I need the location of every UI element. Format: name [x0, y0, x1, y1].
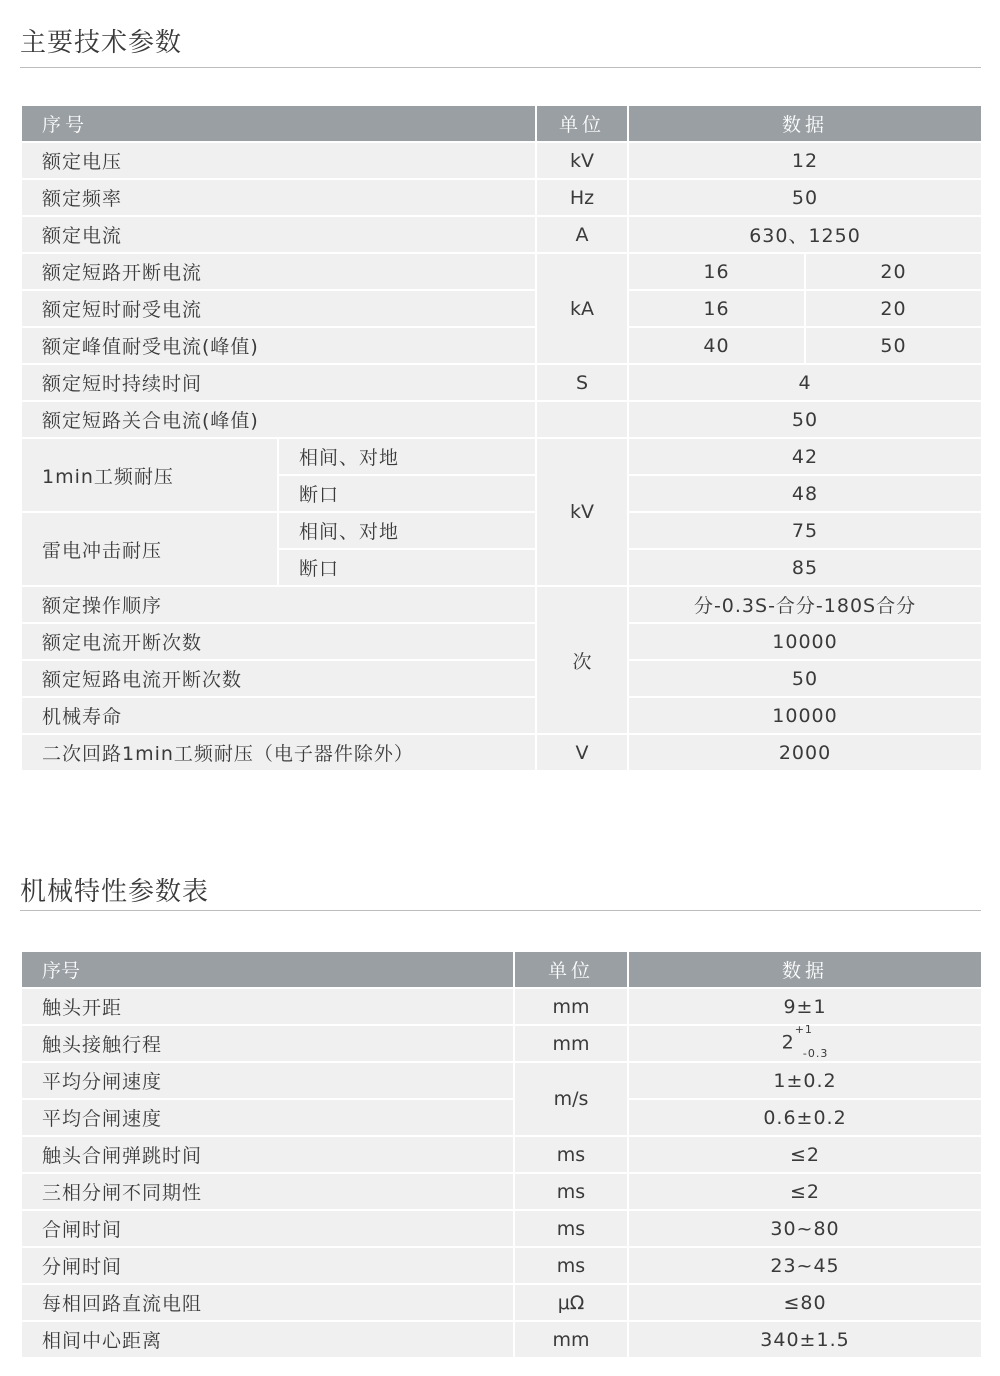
param-unit: m/s	[514, 1062, 628, 1136]
param-value: 50	[628, 660, 982, 697]
header-seq: 序号	[21, 105, 536, 142]
param-value: ≤2	[628, 1173, 982, 1210]
param-name: 额定短路电流开断次数	[21, 660, 536, 697]
table-row	[21, 988, 982, 1025]
table-row	[21, 179, 982, 216]
param-value: 23~45	[628, 1247, 982, 1284]
section-divider	[20, 910, 981, 911]
table-row	[21, 364, 982, 401]
param-name: 相间中心距离	[21, 1321, 514, 1358]
param-value: 50	[628, 401, 982, 438]
param-value-2: 20	[805, 253, 982, 290]
table-row	[21, 438, 982, 475]
param-unit: mm	[514, 988, 628, 1025]
param-value-2: 50	[805, 327, 982, 364]
param-subname: 相间、对地	[278, 438, 536, 475]
table-row	[21, 1099, 982, 1136]
param-value-1: 16	[628, 290, 805, 327]
table-row	[21, 327, 982, 364]
table-row	[21, 290, 982, 327]
param-unit: kA	[536, 253, 628, 364]
table-row	[21, 512, 982, 549]
table-row	[21, 1062, 982, 1099]
tolerance-upper: +1	[794, 1022, 813, 1036]
param-value: 1±0.2	[628, 1062, 982, 1099]
param-name: 二次回路1min工频耐压（电子器件除外）	[21, 734, 536, 771]
header-unit: 单位	[536, 105, 628, 142]
param-value: 0.6±0.2	[628, 1099, 982, 1136]
param-name: 雷电冲击耐压	[21, 512, 278, 586]
table-row	[21, 216, 982, 253]
header-unit: 单位	[514, 951, 628, 988]
param-name: 额定电流	[21, 216, 536, 253]
param-name: 合闸时间	[21, 1210, 514, 1247]
param-name: 额定频率	[21, 179, 536, 216]
header-seq: 序号	[21, 951, 514, 988]
param-unit: 次	[536, 586, 628, 734]
param-value: 2000	[628, 734, 982, 771]
param-unit: ms	[514, 1136, 628, 1173]
param-value: ≤80	[628, 1284, 982, 1321]
param-name: 额定短时耐受电流	[21, 290, 536, 327]
param-name: 每相回路直流电阻	[21, 1284, 514, 1321]
table-row	[21, 697, 982, 734]
param-value: 85	[628, 549, 982, 586]
param-name: 机械寿命	[21, 697, 536, 734]
param-value: 分-0.3S-合分-180S合分	[628, 586, 982, 623]
param-name: 额定峰值耐受电流(峰值)	[21, 327, 536, 364]
param-name: 额定电压	[21, 142, 536, 179]
param-unit-empty	[536, 401, 628, 438]
table-row	[21, 1136, 982, 1173]
param-value: 10000	[628, 697, 982, 734]
table-row	[21, 1210, 982, 1247]
param-value: 12	[628, 142, 982, 179]
table-row	[21, 1284, 982, 1321]
param-value: 9±1	[628, 988, 982, 1025]
param-value: ≤2	[628, 1136, 982, 1173]
table-row	[21, 586, 982, 623]
section-title-main-params: 主要技术参数	[20, 28, 183, 58]
table-row	[21, 1173, 982, 1210]
param-name: 触头合闸弹跳时间	[21, 1136, 514, 1173]
param-subname: 相间、对地	[278, 512, 536, 549]
table-row	[21, 734, 982, 771]
param-unit: A	[536, 216, 628, 253]
table-header-row	[21, 951, 982, 988]
param-value: 48	[628, 475, 982, 512]
param-unit: mm	[514, 1025, 628, 1062]
param-value: 30~80	[628, 1210, 982, 1247]
tolerance-base: 2	[781, 1031, 795, 1054]
param-unit: kV	[536, 142, 628, 179]
header-data: 数据	[628, 105, 982, 142]
param-value: 50	[628, 179, 982, 216]
param-value: 4	[628, 364, 982, 401]
param-value-1: 16	[628, 253, 805, 290]
table-row	[21, 142, 982, 179]
param-unit: ms	[514, 1247, 628, 1284]
table-row	[21, 1025, 982, 1062]
param-value-1: 40	[628, 327, 805, 364]
header-data: 数据	[628, 951, 982, 988]
table-row	[21, 1247, 982, 1284]
tolerance-lower: -0.3	[802, 1047, 829, 1061]
param-name: 平均合闸速度	[21, 1099, 514, 1136]
param-name: 额定操作顺序	[21, 586, 536, 623]
param-name: 触头开距	[21, 988, 514, 1025]
param-name: 额定短路开断电流	[21, 253, 536, 290]
param-unit: ms	[514, 1173, 628, 1210]
param-unit: V	[536, 734, 628, 771]
param-unit: kV	[536, 438, 628, 586]
param-value	[628, 1022, 982, 1062]
param-value: 75	[628, 512, 982, 549]
section-title-mechanical-params: 机械特性参数表	[20, 877, 210, 907]
param-unit: μΩ	[514, 1284, 628, 1321]
table-row	[21, 253, 982, 290]
param-name: 三相分闸不同期性	[21, 1173, 514, 1210]
section-divider	[20, 67, 981, 68]
table-row	[21, 401, 982, 438]
table-row	[21, 1321, 982, 1358]
table-header-row	[21, 105, 982, 142]
param-name: 触头接触行程	[21, 1025, 514, 1062]
param-name: 额定电流开断次数	[21, 623, 536, 660]
param-name: 平均分闸速度	[21, 1062, 514, 1099]
param-value: 340±1.5	[628, 1321, 982, 1358]
param-unit: mm	[514, 1321, 628, 1358]
param-value: 42	[628, 438, 982, 475]
param-value: 10000	[628, 623, 982, 660]
param-name: 额定短时持续时间	[21, 364, 536, 401]
param-subname: 断口	[278, 475, 536, 512]
param-name: 分闸时间	[21, 1247, 514, 1284]
param-name: 1min工频耐压	[21, 438, 278, 512]
param-name: 额定短路关合电流(峰值)	[21, 401, 536, 438]
param-unit: ms	[514, 1210, 628, 1247]
main-params-table	[20, 104, 983, 772]
param-value-2: 20	[805, 290, 982, 327]
table-row	[21, 660, 982, 697]
mechanical-params-table	[20, 950, 983, 1359]
param-value: 630、1250	[628, 216, 982, 253]
param-subname: 断口	[278, 549, 536, 586]
param-unit: Hz	[536, 179, 628, 216]
table-row	[21, 623, 982, 660]
param-unit: S	[536, 364, 628, 401]
